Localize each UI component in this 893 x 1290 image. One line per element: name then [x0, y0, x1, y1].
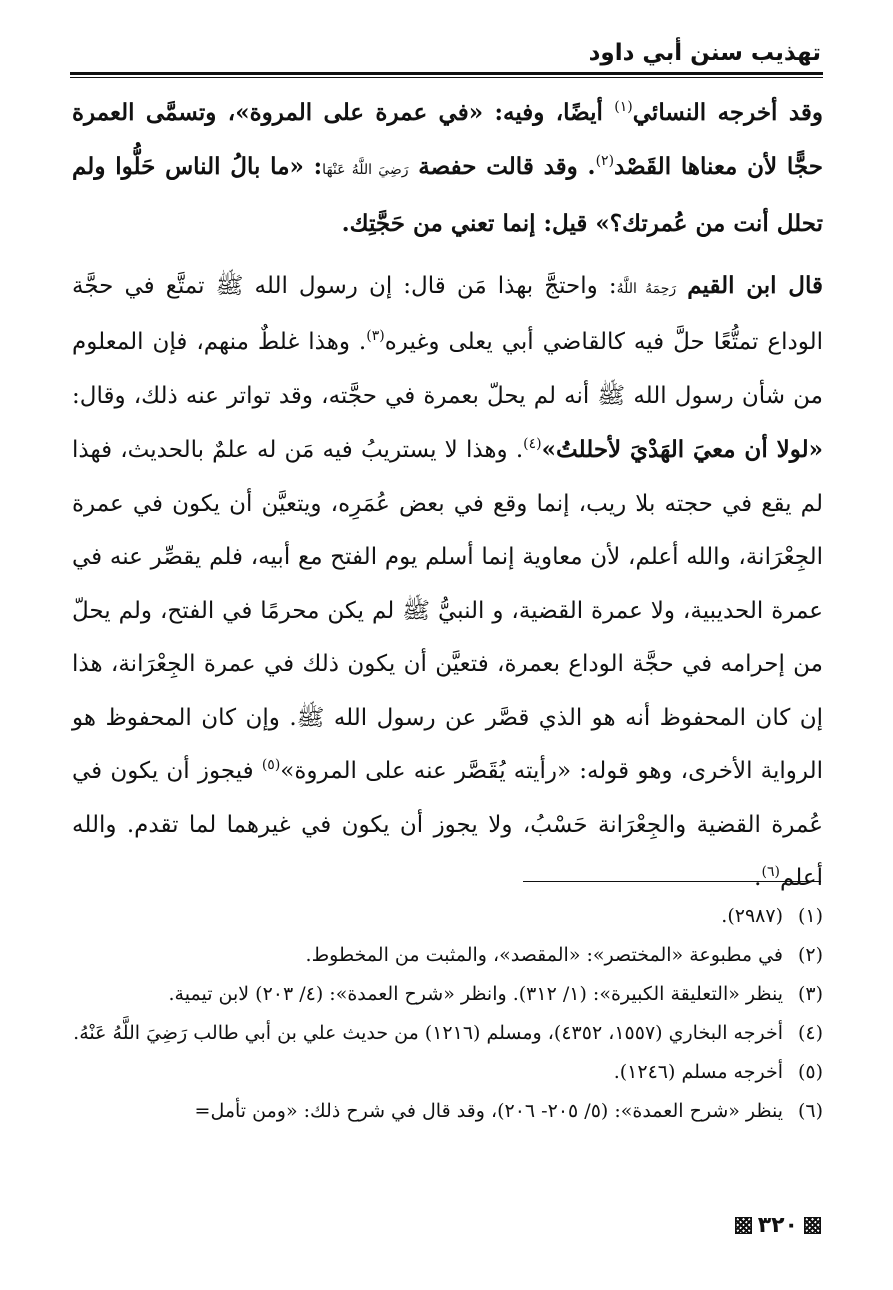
page-folio	[735, 1213, 821, 1238]
footnote-item	[72, 1053, 823, 1092]
footnote-item	[72, 1092, 823, 1131]
footnote-item	[72, 975, 823, 1014]
footnote-ref-1[interactable]: (١)	[614, 99, 633, 115]
footnote-ref-4[interactable]: (٤)	[523, 436, 542, 452]
footnote-number: (٥)	[797, 1061, 823, 1083]
footnote-ref-3[interactable]: (٣)	[366, 328, 385, 344]
quote-narration: «في عمرة على المروة»	[235, 99, 484, 126]
footnote-separator	[523, 881, 821, 882]
footnote-item	[72, 936, 823, 975]
honorific: رَضِيَ اللَّهُ عَنْهَا	[322, 161, 409, 178]
footnote-ref-2[interactable]: (٢)	[595, 152, 615, 169]
paragraph-1: وقد أخرجه النسائي$^{(١)}$ أيضًا، وفيه: «في عمرة على المروة»، وتسمَّى العمرة حجًّا لأن معناها القَصْد$^{(٢)}$. وقد قالت حفصة رَضِيَ اللَّهُ عَنْهَا: «ما بالُ الناس حَلُّوا ولم تحلل أنت من عُمرتك؟» قيل: إنما تعني من حَجَّتِك.	[72, 99, 824, 237]
footnote-number: (٤)	[797, 1022, 823, 1044]
header-rule	[70, 72, 823, 78]
footnote-item	[72, 1014, 823, 1053]
main-text	[72, 86, 823, 906]
ornament-icon	[804, 1217, 821, 1234]
footnote-text: أخرجه البخاري (١٥٥٧، ٤٣٥٢)، ومسلم (١٢١٦) من حديث علي بن أبي طالب رَضِيَ اللَّهُ عَنْهُ.	[73, 1022, 783, 1044]
footnote-ref-6[interactable]: (٦)	[761, 864, 780, 880]
footnote-text: ينظر «التعليقة الكبيرة»: (١/ ٣١٢). وانظر «شرح العمدة»: (٤/ ٢٠٣) لابن تيمية.	[168, 983, 783, 1005]
footnote-number: (١)	[797, 905, 823, 927]
quote-hafsa: «ما بالُ الناس حَلُّوا ولم تحلل أنت من عُمرتك؟»	[72, 152, 823, 237]
honorific: رَحِمَهُ اللَّهُ	[616, 280, 677, 297]
footnote-number: (٢)	[797, 944, 823, 966]
running-header-title: تهذيب سنن أبي داود	[588, 40, 821, 66]
page-number: ٣٢٠	[757, 1213, 798, 1238]
footnote-text: (٢٩٨٧).	[721, 905, 783, 927]
ibn-qayyim-lead: قال ابن القيم	[687, 271, 824, 299]
footnote-text: ينظر «شرح العمدة»: (٥/ ٢٠٥- ٢٠٦)، وقد قال في شرح ذلك: «ومن تأمل=	[194, 1100, 783, 1122]
hadith-quote: «لولا أن معيَ الهَدْيَ لأحللتُ»	[541, 436, 823, 463]
footnote-text: أخرجه مسلم (١٢٤٦).	[613, 1061, 783, 1083]
footnote-number: (٣)	[797, 983, 823, 1005]
paragraph-2: قال ابن القيم رَحِمَهُ اللَّهُ: واحتجَّ بهذا مَن قال: إن رسول الله ﷺ تمتَّع في حجَّة الوداع تمتُّعًا حلَّ فيه كالقاضي أبي يعلى وغيره$^{(٣)}$. وهذا غلطٌ منهم، فإن المعلوم من شأن رسول الله ﷺ أنه لم يحلّ بعمرة في حجَّته، وقد تواتر عنه ذلك، وقال: «لولا أن معيَ الهَدْيَ لأحللتُ»$^{(٤)}$. وهذا لا يستريبُ فيه مَن له علمٌ بالحديث، فهذا لم يقع في حجته بلا ريب، إنما وقع في بعض عُمَرِه، ويتعيَّن أن يكون في عمرة الجِعْرَانة، والله أعلم، لأن معاوية إنما أسلم يوم الفتح مع أبيه، فلم يقصِّر عنه في عمرة الحديبية، ولا عمرة القضية، و النبيُّ ﷺ لم يكن محرمًا في الفتح، ولم يحلّ من إحرامه في حجَّة الوداع بعمرة، فتعيَّن أن يكون ذلك في عمرة الجِعْرَانة، هذا إن كان المحفوظ أنه هو الذي قصَّر عن رسول الله ﷺ. وإن كان المحفوظ هو الرواية الأخرى، وهو قوله: «رأيته يُقَصَّر عنه على المروة»$^{(٥)}$ فيجوز أن يكون في عُمرة القضية والجِعْرَانة حَسْبُ، ولا يجوز أن يكون في غيرهما لما تقدم. والله أعلم$^{(٦)}$.	[72, 271, 824, 891]
footnote-item	[72, 897, 823, 936]
footnote-text: في مطبوعة «المختصر»: «المقصد»، والمثبت من المخطوط.	[305, 944, 783, 966]
ornament-icon	[735, 1217, 752, 1234]
footnote-ref-5[interactable]: (٥)	[261, 757, 281, 773]
footnotes	[72, 897, 823, 1131]
footnote-number: (٦)	[797, 1100, 823, 1122]
